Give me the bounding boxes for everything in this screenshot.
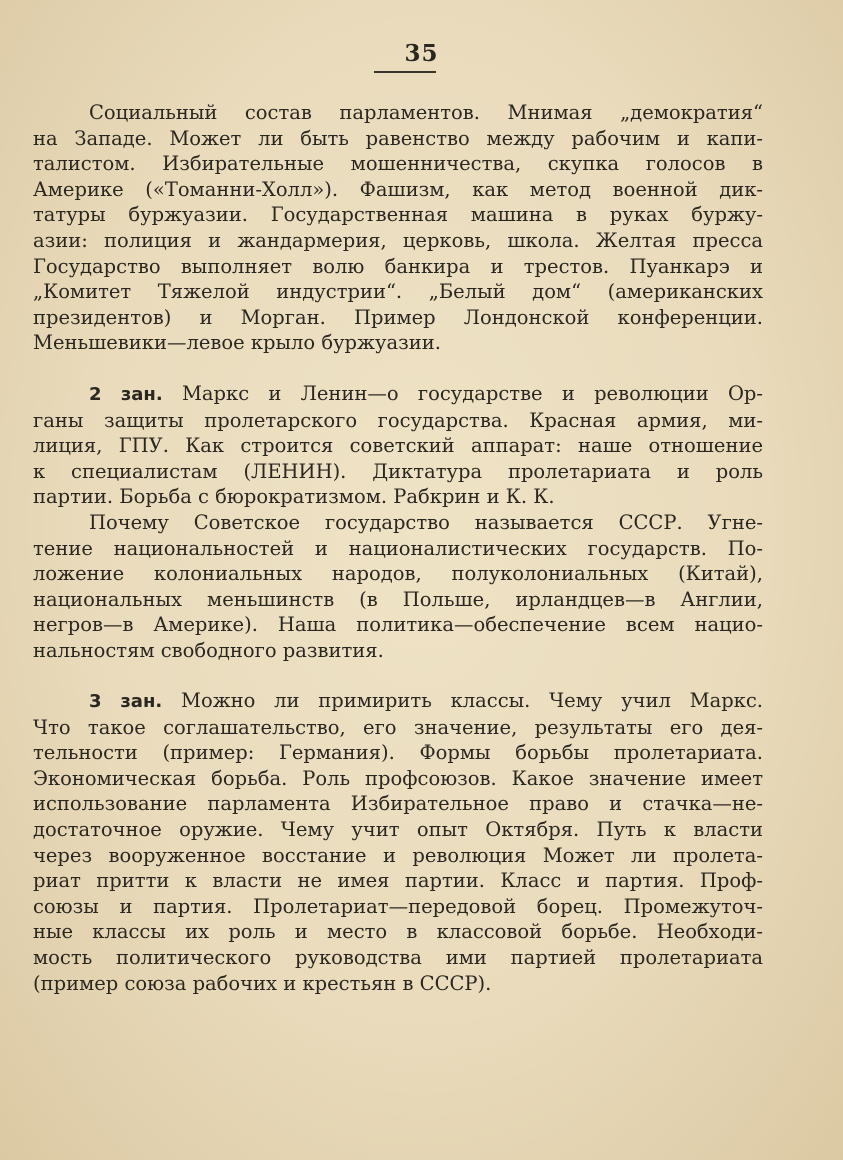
text-line: к специалистам (ЛЕНИН). Диктатура пролетариата и роль [33,459,763,483]
text-line: президентов) и Морган. Пример Лондонской конференции. [33,305,763,329]
text-line: использование парламента Избирательное право и стачка—не- [33,792,763,816]
text-line: Государство выполняет волю банкира и трестов. Пуанкарэ и [33,254,763,278]
session-label: 3 зан. [89,691,163,712]
text-line: достаточное оружие. Чему учит опыт Октября. Путь к власти [33,817,763,841]
paragraph-session-1 [33,100,763,356]
text-line: Меньшевики—левое крыло буржуазии. [33,331,441,355]
text-line: лиция, ГПУ. Как строится советский аппарат: наше отношение [33,434,763,458]
text-line: ные классы их роль и место в классовой борьбе. Необходи- [33,920,763,944]
text-line: тельности (пример: Германия). Формы борьбы пролетариата. [33,741,763,765]
text-line: ложение колониальных народов, полуколониальных (Китай), [33,562,763,586]
text-line [33,381,763,408]
session-label: 2 зан. [89,384,163,405]
text-line: риат притти к власти не имея партии. Класс и партия. Проф- [33,869,763,893]
text-line: (пример союза рабочих и крестьян в СССР). [33,971,492,995]
text-line: союзы и партия. Пролетариат—передовой борец. Промежуточ- [33,894,763,918]
text-fragment: Можно ли примирить классы. Чему учил Маркс. [181,689,763,712]
text-line [33,688,763,715]
page-number: 35 [404,40,439,67]
text-line: нальностям свободного развития. [33,638,384,662]
text-line: „Комитет Тяжелой индустрии“. „Белый дом“ (американских [33,280,763,304]
paragraph-session-2 [33,381,763,664]
text-line: азии: полиция и жандармерия, церковь, школа. Желтая пресса [33,228,763,252]
text-line: Экономическая борьба. Роль профсоюзов. Какое значение имеет [33,766,763,790]
text-line: талистом. Избирательные мошенничества, скупка голосов в [33,152,763,176]
text-fragment: Маркс и Ленин—о государстве и революции Ор- [181,382,764,405]
text-line: негров—в Америке). Наша политика—обеспечение всем нацио- [33,613,763,637]
text-line: мость политического руководства ими партией пролетариата [33,945,763,969]
text-line: Америке («Томанни-Холл»). Фашизм, как метод военной дик- [33,177,763,201]
text-line: Что такое соглашательство, его значение, результаты его дея- [33,715,763,739]
paragraph-session-3 [33,688,763,996]
text-line: Почему Советское государство называется СССР. Угне- [89,510,763,534]
text-line: ганы защиты пролетарского государства. Красная армия, ми- [33,408,763,432]
text-line: через вооруженное восстание и революция Может ли пролета- [33,843,763,867]
text-line: партии. Борьба с бюрократизмом. Рабкрин и К. К. [33,485,555,509]
text-line: Социальный состав парламентов. Мнимая „демократия“ [89,101,763,124]
text-line: национальных меньшинств (в Польше, ирландцев—в Англии, [33,587,763,611]
page-number-rule [374,71,436,73]
text-line: на Западе. Может ли быть равенство между рабочим и капи- [33,126,763,150]
text-line: тение национальностей и националистических государств. По- [33,536,763,560]
text-line: татуры буржуазии. Государственная машина в руках буржу- [33,203,763,227]
